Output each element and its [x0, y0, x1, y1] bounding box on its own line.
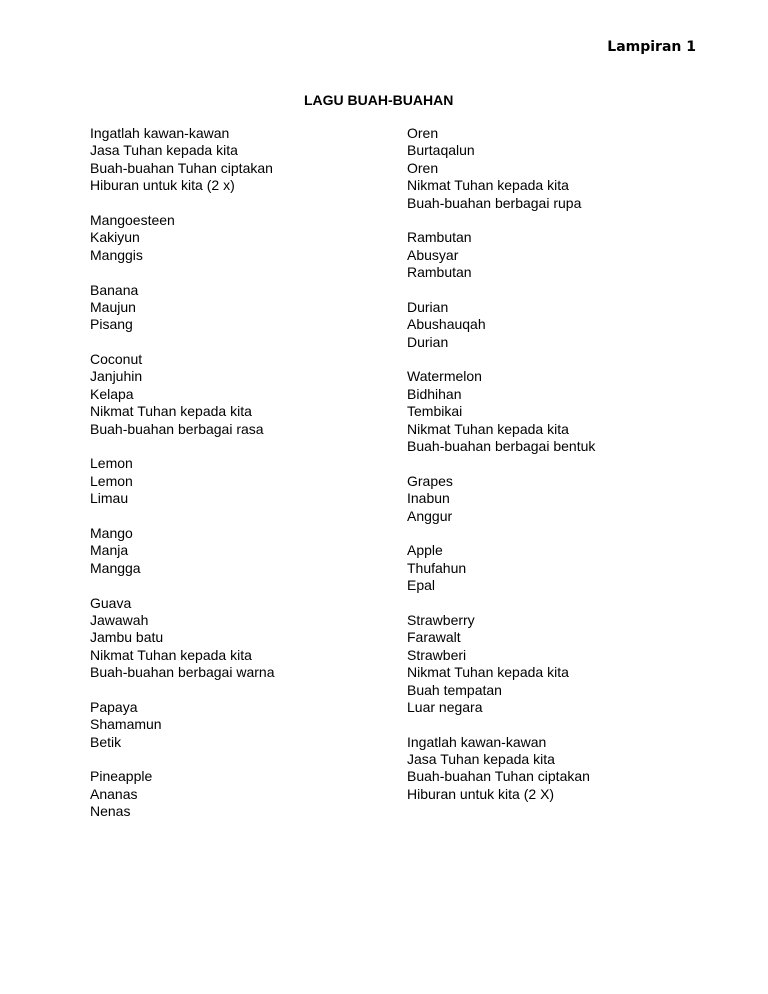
lyric-line: Kakiyun — [90, 229, 140, 246]
lyric-line: Farawalt — [407, 629, 461, 646]
lyric-line: Buah tempatan — [407, 681, 502, 698]
lyric-line: Nikmat Tuhan kepada kita — [407, 664, 569, 681]
lyric-line: Papaya — [90, 698, 138, 715]
lyric-line: Thufahun — [407, 559, 467, 576]
lyric-line: Watermelon — [407, 368, 482, 385]
stanza-gap — [90, 334, 274, 351]
lyric-line: Buah-buahan Tuhan ciptakan — [90, 159, 273, 176]
lyric-line: Hiburan untuk kita (2 X) — [407, 785, 555, 802]
lyric-line: Janjuhin — [90, 368, 143, 385]
lyric-line: Buah-buahan berbagai bentuk — [407, 438, 596, 455]
stanza-gap — [90, 264, 274, 281]
lyric-line: Lemon — [90, 455, 133, 472]
stanza-gap — [90, 577, 274, 594]
lyric-line: Oren — [407, 125, 439, 141]
lyric-line: Jasa Tuhan kepada kita — [90, 142, 238, 159]
lyric-line: Abusyar — [407, 246, 459, 263]
lyric-line: Nenas — [90, 803, 131, 820]
lyric-line: Mangga — [90, 559, 141, 576]
lyric-line: Maujun — [90, 298, 136, 315]
lyric-line: Durian — [407, 298, 449, 315]
lyric-line: Limau — [90, 490, 129, 507]
lyric-line: Oren — [407, 159, 439, 176]
lyric-line: Buah-buahan Tuhan ciptakan — [407, 768, 590, 785]
lyric-line: Mango — [90, 524, 133, 541]
lyric-line: Buah-buahan berbagai rupa — [407, 194, 582, 211]
lyric-line: Guava — [90, 594, 132, 611]
lyric-line: Jawawah — [90, 611, 149, 628]
lyric-line: Coconut — [90, 351, 143, 368]
lyric-line: Hiburan untuk kita (2 x) — [90, 177, 235, 194]
lyric-line: Buah-buahan berbagai warna — [90, 664, 275, 681]
lyrics-right-column — [407, 125, 595, 803]
lyric-line: Nikmat Tuhan kepada kita — [90, 403, 252, 420]
lyric-line: Ingatlah kawan-kawan — [407, 733, 547, 750]
lyric-line: Bidhihan — [407, 385, 462, 402]
lyric-line: Lemon — [90, 472, 133, 489]
stanza-gap — [407, 525, 595, 542]
stanza-gap — [407, 455, 595, 472]
stanza-gap — [407, 212, 595, 229]
stanza-gap — [90, 438, 274, 455]
lyric-line: Grapes — [407, 472, 453, 489]
lyric-line: Anggur — [407, 507, 453, 524]
stanza-gap — [407, 282, 595, 299]
appendix-label: Lampiran 1 — [607, 39, 696, 55]
lyric-line: Pisang — [90, 316, 133, 333]
lyric-line: Nikmat Tuhan kepada kita — [90, 646, 252, 663]
lyric-line: Nikmat Tuhan kepada kita — [407, 177, 569, 194]
lyric-line: Kelapa — [90, 385, 134, 402]
lyric-line: Banana — [90, 281, 139, 298]
lyric-line: Abushauqah — [407, 316, 486, 333]
lyric-line: Apple — [407, 542, 443, 559]
lyric-line: Manggis — [90, 246, 143, 263]
stanza-gap — [90, 195, 274, 212]
stanza-gap — [407, 716, 595, 733]
lyric-line: Strawberry — [407, 611, 475, 628]
lyric-line: Tembikai — [407, 403, 463, 420]
lyric-line: Mangoesteen — [90, 211, 175, 228]
page-title: LAGU BUAH-BUAHAN — [304, 92, 454, 108]
stanza-gap — [90, 751, 274, 768]
lyric-line: Luar negara — [407, 698, 483, 715]
stanza-gap — [407, 351, 595, 368]
stanza-gap — [407, 595, 595, 612]
lyric-line: Manja — [90, 542, 129, 559]
lyric-line: Buah-buahan berbagai rasa — [90, 420, 264, 437]
lyric-line: Strawberi — [407, 646, 467, 663]
lyric-line: Nikmat Tuhan kepada kita — [407, 420, 569, 437]
lyric-line: Epal — [407, 577, 436, 594]
lyric-line: Jasa Tuhan kepada kita — [407, 751, 555, 768]
lyric-line: Pineapple — [90, 768, 153, 785]
lyric-line: Durian — [407, 333, 449, 350]
lyric-line: Ingatlah kawan-kawan — [90, 125, 230, 141]
lyrics-left-column — [90, 125, 274, 821]
lyric-line: Rambutan — [407, 264, 472, 281]
lyric-line: Rambutan — [407, 229, 472, 246]
lyric-line: Shamamun — [90, 716, 162, 733]
lyric-line: Inabun — [407, 490, 450, 507]
stanza-gap — [90, 508, 274, 525]
stanza-gap — [90, 682, 274, 699]
lyric-line: Jambu batu — [90, 629, 164, 646]
lyric-line: Burtaqalun — [407, 142, 475, 159]
lyric-line: Ananas — [90, 785, 138, 802]
lyric-line: Betik — [90, 733, 122, 750]
